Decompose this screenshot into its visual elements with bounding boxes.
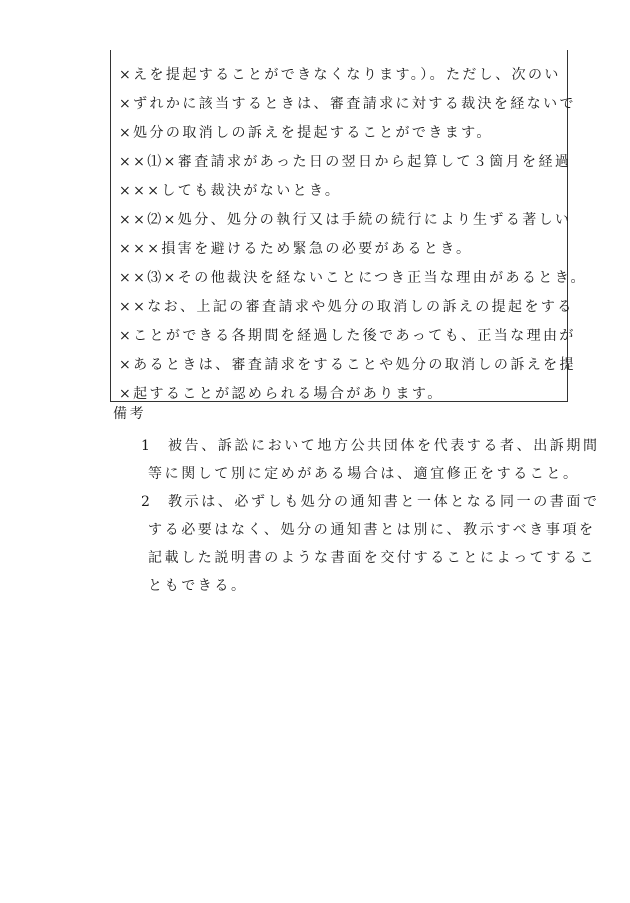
remark-line: ともできる。 [148, 578, 248, 594]
notice-line: ××⑶×その他裁決を経ないことにつき正当な理由があるとき。 [119, 270, 587, 286]
notice-line: ×あるときは、審査請求をすることや処分の取消しの訴えを提 [119, 357, 576, 373]
notice-line: ×起することが認められる場合があります。 [119, 386, 444, 402]
notice-line: ×××しても裁決がないとき。 [119, 183, 342, 199]
notice-line: ××⑵×処分、処分の執行又は手続の続行により生ずる著しい [119, 212, 572, 228]
notice-box [110, 50, 587, 402]
remark-number: 1 [141, 438, 150, 454]
remark-line: 教示は、必ずしも処分の通知書と一体となる同一の書面で [168, 494, 600, 510]
remark-line: 等に関して別に定めがある場合は、適宜修正をすること。 [148, 466, 580, 482]
notice-line: ×処分の取消しの訴えを提起することができます。 [119, 125, 493, 141]
notice-line: ×えを提起することができなくなります。）。ただし、次のい [119, 67, 561, 83]
notice-line: ××⑴×審査請求があった日の翌日から起算して３箇月を経過 [119, 154, 572, 170]
remark-number: 2 [141, 494, 150, 510]
notice-line: ×ことができる各期間を経過した後であっても、正当な理由が [119, 328, 576, 344]
notice-line: ×××損害を避けるため緊急の必要があるとき。 [119, 241, 473, 257]
remarks-title: 備考 [113, 406, 147, 422]
notice-line: ××なお、上記の審査請求や処分の取消しの訴えの提起をする [119, 299, 574, 315]
remark-line: 被告、訴訟において地方公共団体を代表する者、出訴期間 [168, 438, 600, 454]
remark-line: する必要はなく、処分の通知書とは別に、教示すべき事項を [148, 522, 596, 538]
notice-line: ×ずれかに該当するときは、審査請求に対する裁決を経ないで [119, 96, 576, 112]
remark-line: 記載した説明書のような書面を交付することによってするこ [148, 550, 597, 566]
